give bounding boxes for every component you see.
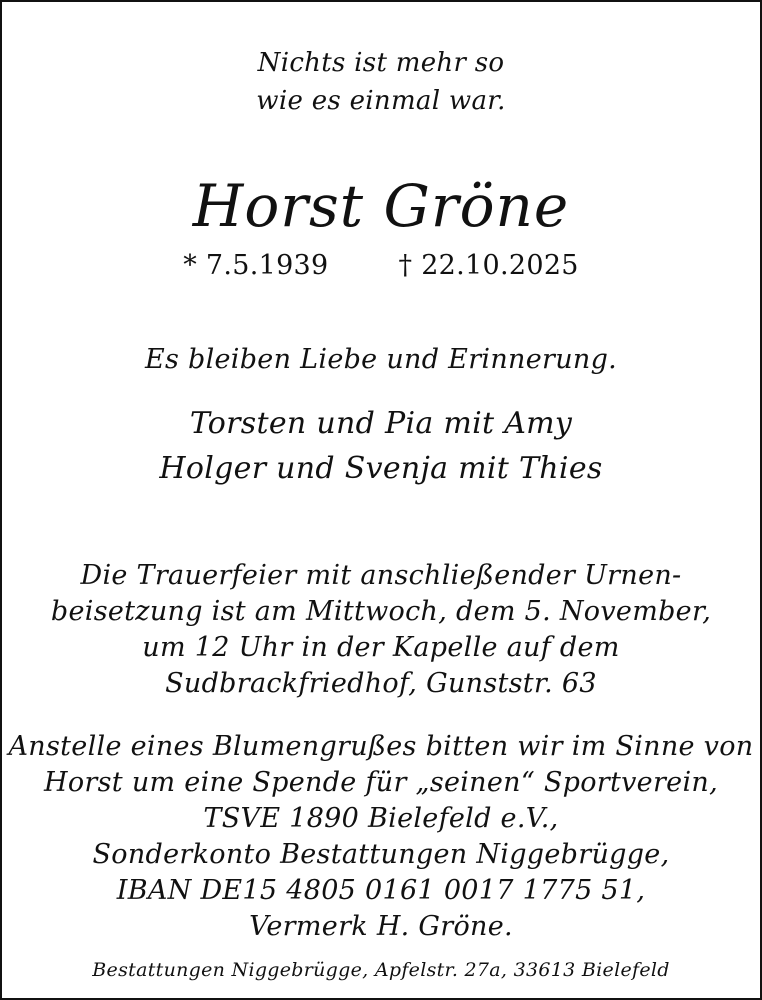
- ceremony-line-3: um 12 Uhr in der Kapelle auf dem: [142, 632, 620, 663]
- ceremony-line-2: beisetzung ist am Mittwoch, dem 5. November,: [50, 596, 712, 627]
- birth-date: * 7.5.1939: [183, 250, 329, 281]
- deceased-name: Horst Gröne: [192, 172, 570, 240]
- death-date: † 22.10.2025: [398, 250, 579, 281]
- donation-line-5: IBAN DE15 4805 0161 0017 1775 51,: [116, 875, 646, 906]
- family-line-2: Holger und Svenja mit Thies: [159, 451, 603, 486]
- remembrance-line: Es bleiben Liebe und Erinnerung.: [144, 344, 618, 375]
- donation-line-2: Horst um eine Spende für „seinen“ Sportverein,: [44, 767, 718, 798]
- motto-line-2: wie es einmal war.: [256, 86, 506, 116]
- ceremony-line-4: Sudbrackfriedhof, Gunststr. 63: [165, 668, 597, 699]
- family-line-1: Torsten und Pia mit Amy: [189, 406, 573, 441]
- funeral-home-footer: Bestattungen Niggebrügge, Apfelstr. 27a, 33613 Bielefeld: [92, 959, 670, 981]
- donation-line-3: TSVE 1890 Bielefeld e.V.,: [203, 803, 559, 834]
- donation-line-1: Anstelle eines Blumengrußes bitten wir im Sinne von: [8, 731, 754, 762]
- life-dates: [0, 250, 762, 281]
- donation-line-6: Vermerk H. Gröne.: [249, 911, 513, 942]
- donation-line-4: Sonderkonto Bestattungen Niggebrügge,: [92, 839, 670, 870]
- ceremony-line-1: Die Trauerfeier mit anschließender Urnen-: [80, 560, 682, 591]
- motto-line-1: Nichts ist mehr so: [257, 48, 505, 78]
